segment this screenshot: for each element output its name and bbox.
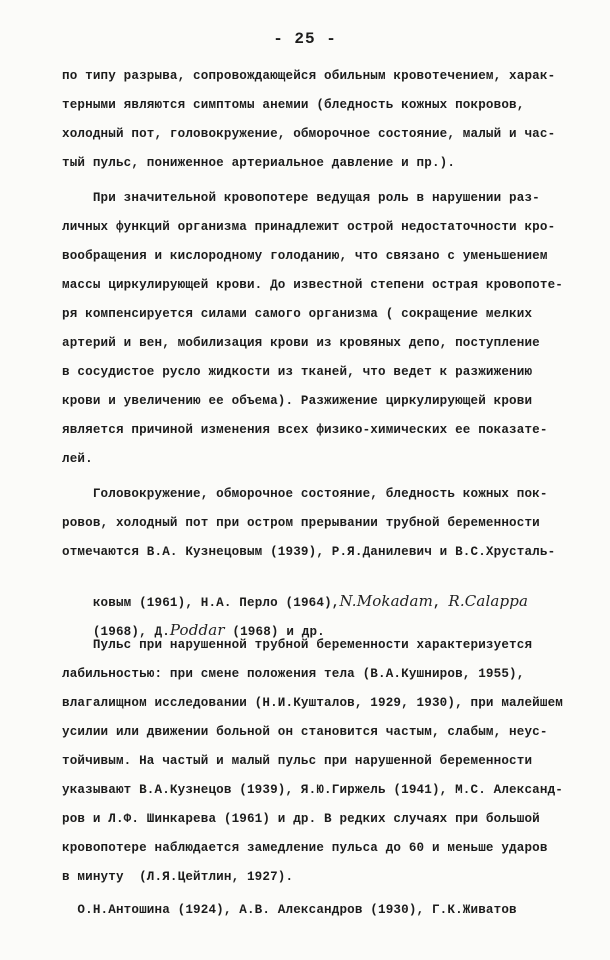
text-line: ров и Л.Ф. Шинкарева (1961) и др. В редких случаях при большой xyxy=(62,812,540,826)
text-line: является причиной изменения всех физико-химических ее показате- xyxy=(62,423,548,437)
text-line: лей. xyxy=(62,452,93,466)
text-line: Головокружение, обморочное состояние, бледность кожных пок- xyxy=(62,487,548,501)
page-number: - 25 - xyxy=(273,30,337,48)
text-line: вообращения и кислородному голоданию, что связано с уменьшением xyxy=(62,249,548,263)
typed-text: ковым (1961), Н.А. Перло (1964), xyxy=(92,596,340,610)
typed-separator: , xyxy=(432,596,441,610)
text-line: При значительной кровопотере ведущая роль в нарушении раз- xyxy=(62,191,540,205)
text-line: крови и увеличению ее объема). Разжижение циркулирующей крови xyxy=(62,394,533,408)
text-line: терными являются симптомы анемии (бледность кожных покровов, xyxy=(62,98,525,112)
handwritten-name: R.Calappa xyxy=(448,592,529,610)
text-line: тый пульс, пониженное артериальное давление и пр.). xyxy=(62,156,456,170)
text-line: ровов, холодный пот при остром прерывании трубной беременности xyxy=(62,516,540,530)
text-line: тойчивым. На частый и малый пульс при нарушенной беременности xyxy=(62,754,533,768)
text-line: личных функций организма принадлежит острой недостаточности кро- xyxy=(62,220,556,234)
typed-text: (1968) и др. xyxy=(224,625,325,639)
text-line: влагалищном исследовании (Н.И.Кушталов, 1929, 1930), при малейшем xyxy=(62,696,563,710)
handwritten-name: Poddar xyxy=(169,621,225,639)
text-line: отмечаются В.А. Кузнецовым (1939), Р.Я.Данилевич и В.С.Хрусталь- xyxy=(62,545,556,559)
handwritten-name: N.Mokadam xyxy=(339,592,433,610)
text-line: артерий и вен, мобилизация крови из кровяных депо, поступление xyxy=(62,336,540,350)
text-line: О.Н.Антошина (1924), А.В. Александров (1930), Г.К.Живатов xyxy=(62,903,517,917)
text-line: ря компенсируется силами самого организма ( сокращение мелких xyxy=(62,307,533,321)
text-line: холодный пот, головокружение, обморочное состояние, малый и час- xyxy=(62,127,556,141)
text-line: Пульс при нарушенной трубной беременности характеризуется xyxy=(62,638,533,652)
text-line: указывают В.А.Кузнецов (1939), Я.Ю.Гиржель (1941), М.С. Александ- xyxy=(62,783,563,797)
text-line: по типу разрыва, сопровождающейся обильным кровотечением, харак- xyxy=(62,69,556,83)
text-line: усилии или движении больной он становится частым, слабым, неус- xyxy=(62,725,548,739)
text-line: массы циркулирующей крови. До известной степени острая кровопоте- xyxy=(62,278,563,292)
typed-text: (1968), Д. xyxy=(92,625,170,639)
text-line: в минуту (Л.Я.Цейтлин, 1927). xyxy=(62,870,294,884)
text-line: лабильностью: при смене положения тела (В.А.Кушниров, 1955), xyxy=(62,667,525,681)
text-line: кровопотере наблюдается замедление пульса до 60 и меньше ударов xyxy=(62,841,548,855)
text-line: в сосудистое русло жидкости из тканей, что ведет к разжижению xyxy=(62,365,533,379)
